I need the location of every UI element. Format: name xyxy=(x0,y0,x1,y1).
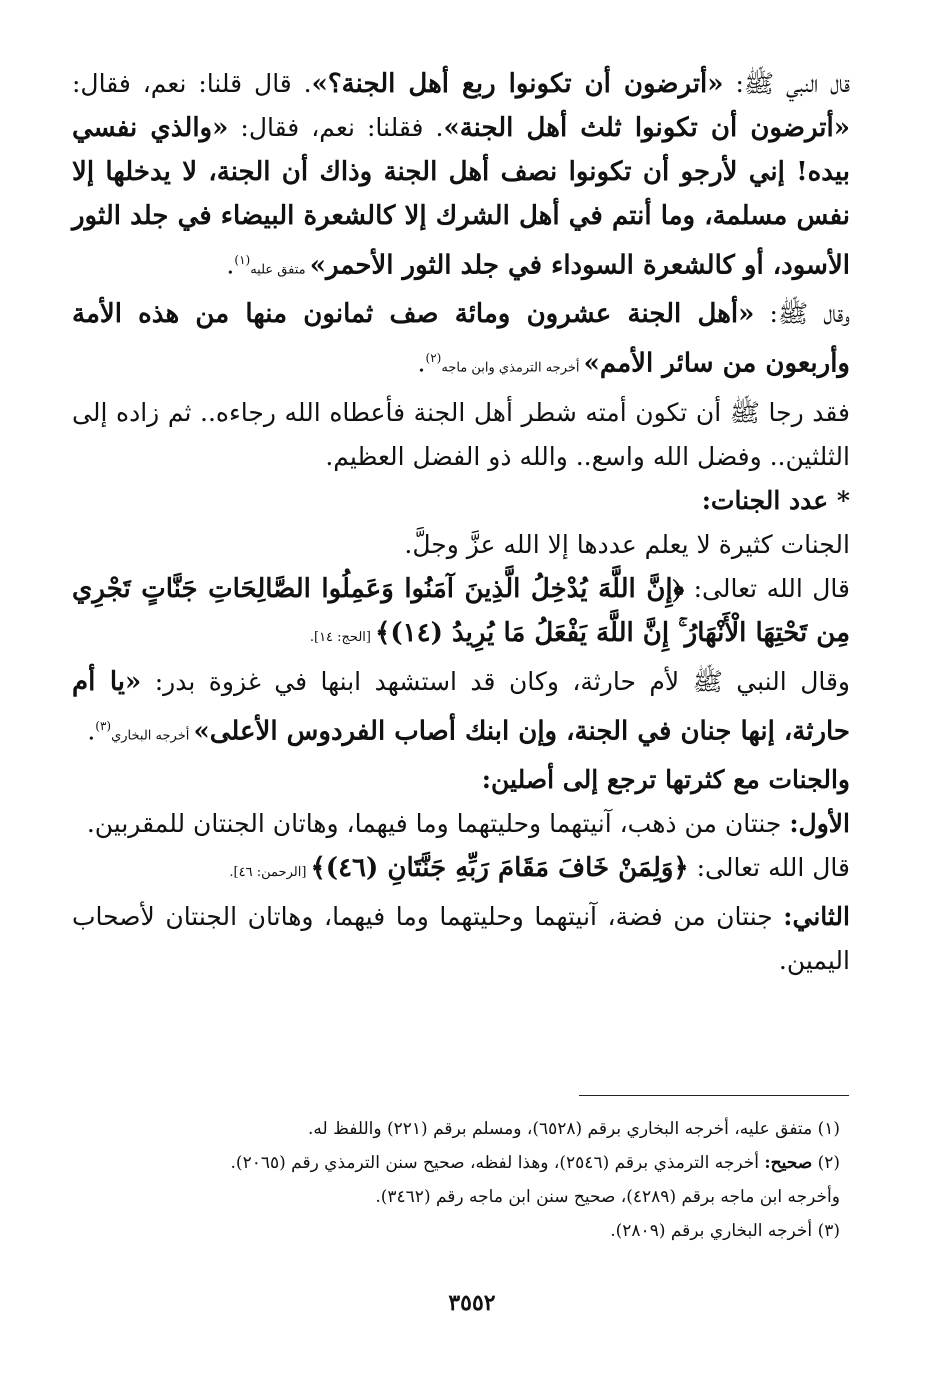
gardens-count-paragraph: الجنات كثيرة لا يعلم عددها إلا الله عزَّ وجلَّ. xyxy=(404,529,850,559)
p1-quote-2: «أترضون أن تكونوا ثلث أهل الجنة» xyxy=(443,113,850,143)
p9-reference: [الرحمن: ٤٦]. xyxy=(229,864,311,880)
p6-reference: أخرجه البخاري xyxy=(111,727,194,743)
p1-mid-1: . قال قلنا: نعم، فقال: xyxy=(72,69,312,98)
first-type-text: جنتان من ذهب، آنيتهما وحليتهما وما فيهما، وهاتان الجنتان للمقربين. xyxy=(86,808,790,838)
page-body xyxy=(72,62,850,983)
p6-intro: وقال النبي ﷺ لأم حارثة، وكان قد استشهد ابنها في غزوة بدر: xyxy=(141,666,850,696)
first-type-paragraph xyxy=(72,802,850,846)
p5-intro: قال الله تعالى: xyxy=(684,573,850,603)
p1-intro: قال النبي ﷺ: xyxy=(723,69,850,98)
footnote-number: (٢) xyxy=(812,1153,840,1173)
footnote-3 xyxy=(72,1214,840,1248)
p9-intro: قال الله تعالى: xyxy=(688,852,850,882)
footnote-text: متفق عليه، أخرجه البخاري برقم (٦٥٢٨)، ومسلم برقم (٢٢١) واللفظ له. xyxy=(308,1119,813,1139)
p9-verse: ﴿وَلِمَنْ خَافَ مَقَامَ رَبِّهِ جَنَّتَانِ (٤٦)﴾ xyxy=(310,852,689,883)
heading-text: عدد الجنات: xyxy=(701,485,829,515)
p2-intro: وقال ﷺ: xyxy=(754,299,851,329)
quran-paragraph-2 xyxy=(72,846,850,895)
second-type-text: جنتان من فضة، آنيتهما وحليتهما وما فيهما، وهاتان الجنتان لأصحاب اليمين. xyxy=(72,901,850,975)
footnote-number: (١) xyxy=(812,1119,840,1139)
two-origins-heading: والجنات مع كثرتها ترجع إلى أصلين: xyxy=(481,764,850,794)
second-type-label: الثاني: xyxy=(783,901,850,931)
footnote-marker-1: (١) xyxy=(234,253,251,267)
second-type-paragraph xyxy=(72,895,850,983)
p1-end: . xyxy=(226,250,235,280)
footnote-text: أخرجه الترمذي برقم (٢٥٤٦)، وهذا لفظه، صحيح سنن الترمذي رقم (٢٠٦٥). xyxy=(230,1153,765,1173)
p1-reference: متفق عليه xyxy=(250,262,310,278)
p5-verse: ﴿إِنَّ اللَّهَ يُدْخِلُ الَّذِينَ آمَنُوا وَعَمِلُوا الصَّالِحَاتِ جَنَّاتٍ تَجْرِي مِن تَحْتِهَا الْأَنْهَارُ ۚ إِنَّ اللَّهَ يَفْعَلُ مَا يُرِيدُ (١٤)﴾ xyxy=(72,573,850,648)
p5-reference: [الحج: ١٤]. xyxy=(309,629,376,645)
footnote-1 xyxy=(72,1112,840,1146)
heading-star: * xyxy=(828,485,850,515)
hadith-paragraph-3 xyxy=(72,660,850,758)
footnote-2-continued xyxy=(72,1180,840,1214)
p6-quote: «يا أم حارثة، إنها جنان في الجنة، وإن ابنك أصاب الفردوس الأعلى» xyxy=(72,666,850,746)
footnote-text: أخرجه البخاري برقم (٢٨٠٩). xyxy=(610,1221,813,1241)
p1-quote-3: «والذي نفسي بيده! إني لأرجو أن تكونوا نصف أهل الجنة وذاك أن الجنة، لا يدخلها إلا نفس مسلمة، وما أنتم في أهل الشرك إلا كالشعرة البيضاء في جلد الثور الأسود، أو كالشعرة السوداء في جلد الثور الأحمر» xyxy=(72,113,850,281)
footnote-divider xyxy=(579,1095,849,1096)
hadith-paragraph-1 xyxy=(72,62,850,292)
p6-end: . xyxy=(87,715,96,745)
footnote-2 xyxy=(72,1146,840,1180)
quran-paragraph-1 xyxy=(72,567,850,660)
p1-quote-1: «أترضون أن تكونوا ربع أهل الجنة؟» xyxy=(311,69,724,99)
p2-reference: أخرجه الترمذي وابن ماجه xyxy=(441,360,584,376)
footnote-marker-2: (٢) xyxy=(425,351,442,366)
footnote-marker-3: (٣) xyxy=(95,718,112,733)
p1-mid-2: . فقلنا: نعم، فقال: xyxy=(228,113,444,142)
footnote-text: وأخرجه ابن ماجه برقم (٤٢٨٩)، صحيح سنن ابن ماجه رقم (٣٤٦٢). xyxy=(375,1187,840,1207)
page-number: ٣٥٥٢ xyxy=(448,1290,496,1316)
section-heading xyxy=(72,479,850,523)
commentary-paragraph: فقد رجا ﷺ أن تكون أمته شطر أهل الجنة فأعطاه الله رجاءه.. ثم زاده إلى الثلثين.. وفضل الله واسع.. والله ذو الفضل العظيم. xyxy=(72,397,850,471)
footnote-bold: صحيح: xyxy=(764,1153,813,1173)
p2-quote: «أهل الجنة عشرون ومائة صف ثمانون منها من هذه الأمة وأربعون من سائر الأمم» xyxy=(72,299,850,379)
footnote-number: (٣) xyxy=(812,1221,840,1241)
p2-end: . xyxy=(417,348,426,378)
footnotes xyxy=(72,1112,840,1248)
first-type-label: الأول: xyxy=(789,808,850,838)
hadith-paragraph-2 xyxy=(72,292,850,390)
